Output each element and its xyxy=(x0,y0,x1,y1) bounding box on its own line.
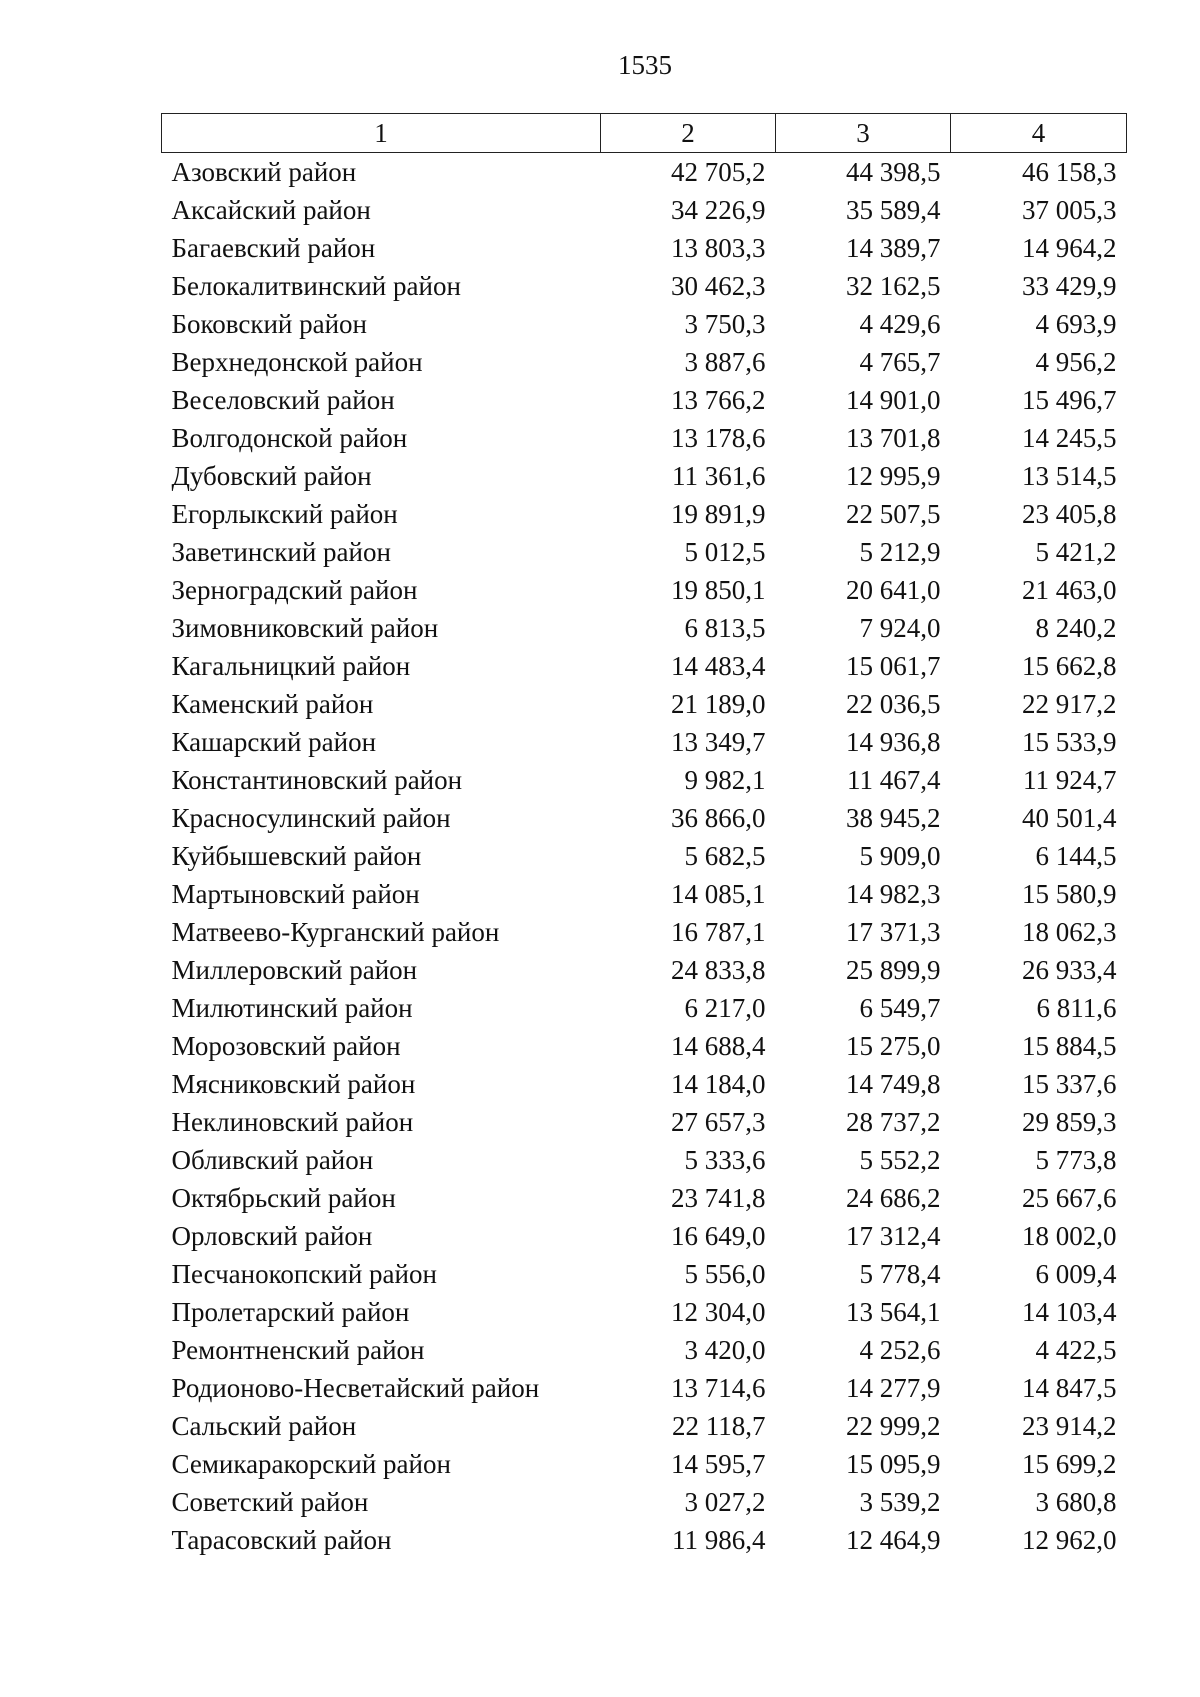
value-col-4-cell: 6 009,4 xyxy=(1035,1259,1117,1289)
value-col-4-cell: 40 501,4 xyxy=(1022,803,1117,833)
value-col-3-cell: 32 162,5 xyxy=(846,271,941,301)
value-col-2-cell: 3 420,0 xyxy=(684,1335,766,1365)
value-col-3-cell: 5 212,9 xyxy=(859,537,941,567)
value-col-2-cell: 21 189,0 xyxy=(671,689,766,719)
value-col-4-cell: 29 859,3 xyxy=(1022,1107,1117,1137)
value-col-3-cell: 12 995,9 xyxy=(846,461,941,491)
value-col-4-cell: 11 924,7 xyxy=(1023,765,1117,795)
table-body xyxy=(162,153,1127,1560)
value-col-4-cell: 15 884,5 xyxy=(1022,1031,1117,1061)
value-col-2-cell: 36 866,0 xyxy=(671,803,766,833)
value-col-2-cell: 3 887,6 xyxy=(684,347,766,377)
district-name-cell: Боковский район xyxy=(171,309,367,339)
value-col-4-cell: 4 956,2 xyxy=(1035,347,1117,377)
value-col-4-cell: 33 429,9 xyxy=(1022,271,1117,301)
value-col-2-cell: 13 178,6 xyxy=(671,423,766,453)
value-col-2-cell: 13 766,2 xyxy=(671,385,766,415)
value-col-3-cell: 3 539,2 xyxy=(859,1487,941,1517)
page-number: 1535 xyxy=(618,50,672,80)
value-col-3-cell: 17 371,3 xyxy=(846,917,941,947)
value-col-4-cell: 15 533,9 xyxy=(1022,727,1117,757)
value-col-4-cell: 4 693,9 xyxy=(1035,309,1117,339)
table-row xyxy=(162,419,1127,457)
table-row xyxy=(162,1483,1127,1521)
table-row xyxy=(162,761,1127,799)
district-name-cell: Константиновский район xyxy=(171,765,463,795)
value-col-3-cell: 12 464,9 xyxy=(846,1525,941,1555)
value-col-2-cell: 3 027,2 xyxy=(684,1487,766,1517)
value-col-2-cell: 22 118,7 xyxy=(672,1411,766,1441)
value-col-3-cell: 28 737,2 xyxy=(846,1107,941,1137)
district-name-cell: Аксайский район xyxy=(171,195,371,225)
value-col-2-cell: 3 750,3 xyxy=(684,309,766,339)
table-row xyxy=(162,229,1127,267)
value-col-3-cell: 13 564,1 xyxy=(846,1297,941,1327)
value-col-3-cell: 38 945,2 xyxy=(846,803,941,833)
value-col-2-cell: 14 184,0 xyxy=(671,1069,766,1099)
value-col-3-cell: 5 909,0 xyxy=(859,841,941,871)
value-col-3-cell: 6 549,7 xyxy=(859,993,941,1023)
value-col-3-cell: 20 641,0 xyxy=(846,575,941,605)
value-col-2-cell: 6 813,5 xyxy=(684,613,766,643)
table-row xyxy=(162,723,1127,761)
district-name-cell: Семикаракорский район xyxy=(171,1449,451,1479)
value-col-3-cell: 7 924,0 xyxy=(859,613,941,643)
table-header xyxy=(162,114,1127,153)
value-col-2-cell: 16 649,0 xyxy=(671,1221,766,1251)
district-name-cell: Орловский район xyxy=(171,1221,373,1251)
district-name-cell: Егорлыкский район xyxy=(171,499,398,529)
table-row xyxy=(162,837,1127,875)
column-header-4: 4 xyxy=(951,114,1127,153)
district-name-cell: Красносулинский район xyxy=(171,803,451,833)
value-col-4-cell: 8 240,2 xyxy=(1035,613,1117,643)
value-col-4-cell: 23 914,2 xyxy=(1022,1411,1117,1441)
table-row xyxy=(162,267,1127,305)
value-col-2-cell: 6 217,0 xyxy=(684,993,766,1023)
column-header-2: 2 xyxy=(601,114,776,153)
district-name-cell: Кашарский район xyxy=(171,727,377,757)
value-col-4-cell: 15 662,8 xyxy=(1022,651,1117,681)
district-name-cell: Неклиновский район xyxy=(171,1107,414,1137)
value-col-4-cell: 14 103,4 xyxy=(1022,1297,1117,1327)
district-name-cell: Пролетарский район xyxy=(171,1297,410,1327)
value-col-2-cell: 27 657,3 xyxy=(671,1107,766,1137)
table-row xyxy=(162,1445,1127,1483)
value-col-2-cell: 19 891,9 xyxy=(671,499,766,529)
table-row xyxy=(162,1369,1127,1407)
table-row xyxy=(162,1331,1127,1369)
value-col-4-cell: 5 773,8 xyxy=(1035,1145,1117,1175)
district-name-cell: Сальский район xyxy=(171,1411,357,1441)
value-col-2-cell: 19 850,1 xyxy=(671,575,766,605)
value-col-2-cell: 11 361,6 xyxy=(672,461,766,491)
column-header-3: 3 xyxy=(776,114,951,153)
district-name-cell: Ремонтненский район xyxy=(171,1335,425,1365)
value-col-4-cell: 4 422,5 xyxy=(1035,1335,1117,1365)
value-col-2-cell: 5 012,5 xyxy=(684,537,766,567)
district-name-cell: Багаевский район xyxy=(171,233,376,263)
table-row xyxy=(162,305,1127,343)
value-col-3-cell: 22 507,5 xyxy=(846,499,941,529)
value-col-4-cell: 5 421,2 xyxy=(1035,537,1117,567)
value-col-3-cell: 24 686,2 xyxy=(846,1183,941,1213)
district-name-cell: Милютинский район xyxy=(171,993,413,1023)
district-name-cell: Тарасовский район xyxy=(171,1525,392,1555)
value-col-3-cell: 35 589,4 xyxy=(846,195,941,225)
value-col-2-cell: 14 085,1 xyxy=(671,879,766,909)
district-name-cell: Песчанокопский район xyxy=(171,1259,437,1289)
column-header-1: 1 xyxy=(162,114,601,153)
value-col-3-cell: 22 999,2 xyxy=(846,1411,941,1441)
table-row xyxy=(162,913,1127,951)
value-col-2-cell: 5 556,0 xyxy=(684,1259,766,1289)
value-col-3-cell: 44 398,5 xyxy=(846,157,941,187)
table-row xyxy=(162,1217,1127,1255)
value-col-3-cell: 14 982,3 xyxy=(846,879,941,909)
budget-table xyxy=(161,113,1127,1559)
district-name-cell: Октябрьский район xyxy=(171,1183,396,1213)
value-col-3-cell: 25 899,9 xyxy=(846,955,941,985)
value-col-4-cell: 25 667,6 xyxy=(1022,1183,1117,1213)
value-col-4-cell: 22 917,2 xyxy=(1022,689,1117,719)
table-row xyxy=(162,533,1127,571)
district-name-cell: Советский район xyxy=(171,1487,369,1517)
table-row xyxy=(162,951,1127,989)
value-col-2-cell: 9 982,1 xyxy=(684,765,766,795)
district-name-cell: Обливский район xyxy=(171,1145,374,1175)
value-col-3-cell: 11 467,4 xyxy=(847,765,941,795)
district-name-cell: Веселовский район xyxy=(171,385,395,415)
value-col-4-cell: 14 964,2 xyxy=(1022,233,1117,263)
value-col-2-cell: 5 333,6 xyxy=(684,1145,766,1175)
value-col-4-cell: 3 680,8 xyxy=(1035,1487,1117,1517)
district-name-cell: Родионово-Несветайский район xyxy=(171,1373,540,1403)
value-col-3-cell: 14 277,9 xyxy=(846,1373,941,1403)
district-name-cell: Миллеровский район xyxy=(171,955,418,985)
value-col-3-cell: 4 765,7 xyxy=(859,347,941,377)
value-col-4-cell: 15 699,2 xyxy=(1022,1449,1117,1479)
table-row xyxy=(162,799,1127,837)
district-name-cell: Белокалитвинский район xyxy=(171,271,461,301)
value-col-2-cell: 34 226,9 xyxy=(671,195,766,225)
value-col-4-cell: 14 847,5 xyxy=(1022,1373,1117,1403)
value-col-2-cell: 12 304,0 xyxy=(671,1297,766,1327)
table-row xyxy=(162,989,1127,1027)
value-col-2-cell: 23 741,8 xyxy=(671,1183,766,1213)
value-col-3-cell: 14 936,8 xyxy=(846,727,941,757)
value-col-3-cell: 22 036,5 xyxy=(846,689,941,719)
table-row xyxy=(162,1293,1127,1331)
value-col-3-cell: 4 429,6 xyxy=(859,309,941,339)
table-row xyxy=(162,1407,1127,1445)
table-row xyxy=(162,495,1127,533)
value-col-2-cell: 13 803,3 xyxy=(671,233,766,263)
table-row xyxy=(162,571,1127,609)
table-row xyxy=(162,685,1127,723)
value-col-2-cell: 30 462,3 xyxy=(671,271,766,301)
table-row xyxy=(162,153,1127,192)
district-name-cell: Верхнедонской район xyxy=(171,347,423,377)
table-row xyxy=(162,1141,1127,1179)
table-row xyxy=(162,457,1127,495)
district-name-cell: Азовский район xyxy=(171,157,357,187)
table-row xyxy=(162,647,1127,685)
value-col-2-cell: 13 714,6 xyxy=(671,1373,766,1403)
value-col-3-cell: 14 901,0 xyxy=(846,385,941,415)
value-col-3-cell: 15 275,0 xyxy=(846,1031,941,1061)
value-col-2-cell: 13 349,7 xyxy=(671,727,766,757)
value-col-4-cell: 15 580,9 xyxy=(1022,879,1117,909)
value-col-4-cell: 23 405,8 xyxy=(1022,499,1117,529)
district-name-cell: Зимовниковский район xyxy=(171,613,439,643)
value-col-3-cell: 15 061,7 xyxy=(846,651,941,681)
value-col-4-cell: 46 158,3 xyxy=(1022,157,1117,187)
value-col-2-cell: 14 688,4 xyxy=(671,1031,766,1061)
table-row xyxy=(162,1255,1127,1293)
district-name-cell: Заветинский район xyxy=(171,537,391,567)
value-col-3-cell: 4 252,6 xyxy=(859,1335,941,1365)
table-row xyxy=(162,609,1127,647)
value-col-3-cell: 14 389,7 xyxy=(846,233,941,263)
table-row xyxy=(162,1179,1127,1217)
table-row xyxy=(162,381,1127,419)
value-col-2-cell: 11 986,4 xyxy=(672,1525,766,1555)
value-col-3-cell: 5 778,4 xyxy=(859,1259,941,1289)
district-name-cell: Мартыновский район xyxy=(171,879,420,909)
district-name-cell: Каменский район xyxy=(171,689,374,719)
value-col-4-cell: 12 962,0 xyxy=(1022,1525,1117,1555)
value-col-4-cell: 21 463,0 xyxy=(1022,575,1117,605)
value-col-3-cell: 15 095,9 xyxy=(846,1449,941,1479)
table-row xyxy=(162,1027,1127,1065)
district-name-cell: Куйбышевский район xyxy=(171,841,422,871)
district-name-cell: Мясниковский район xyxy=(171,1069,416,1099)
table-row xyxy=(162,1521,1127,1559)
value-col-4-cell: 6 144,5 xyxy=(1035,841,1117,871)
header-row xyxy=(162,114,1127,153)
value-col-2-cell: 14 483,4 xyxy=(671,651,766,681)
value-col-3-cell: 5 552,2 xyxy=(859,1145,941,1175)
table-row xyxy=(162,1103,1127,1141)
district-name-cell: Кагальницкий район xyxy=(171,651,411,681)
district-name-cell: Матвеево-Курганский район xyxy=(171,917,500,947)
value-col-3-cell: 17 312,4 xyxy=(846,1221,941,1251)
value-col-4-cell: 14 245,5 xyxy=(1022,423,1117,453)
value-col-4-cell: 18 062,3 xyxy=(1022,917,1117,947)
district-name-cell: Дубовский район xyxy=(171,461,372,491)
district-name-cell: Волгодонской район xyxy=(171,423,408,453)
value-col-2-cell: 16 787,1 xyxy=(671,917,766,947)
value-col-2-cell: 42 705,2 xyxy=(671,157,766,187)
value-col-4-cell: 6 811,6 xyxy=(1036,993,1117,1023)
table-row xyxy=(162,191,1127,229)
value-col-4-cell: 15 337,6 xyxy=(1022,1069,1117,1099)
value-col-3-cell: 14 749,8 xyxy=(846,1069,941,1099)
district-name-cell: Морозовский район xyxy=(171,1031,401,1061)
value-col-4-cell: 13 514,5 xyxy=(1022,461,1117,491)
table-row xyxy=(162,875,1127,913)
value-col-4-cell: 15 496,7 xyxy=(1022,385,1117,415)
value-col-2-cell: 24 833,8 xyxy=(671,955,766,985)
value-col-2-cell: 14 595,7 xyxy=(671,1449,766,1479)
value-col-4-cell: 18 002,0 xyxy=(1022,1221,1117,1251)
district-name-cell: Зерноградский район xyxy=(171,575,418,605)
value-col-3-cell: 13 701,8 xyxy=(846,423,941,453)
table-row xyxy=(162,1065,1127,1103)
value-col-2-cell: 5 682,5 xyxy=(684,841,766,871)
value-col-4-cell: 37 005,3 xyxy=(1022,195,1117,225)
value-col-4-cell: 26 933,4 xyxy=(1022,955,1117,985)
table-row xyxy=(162,343,1127,381)
